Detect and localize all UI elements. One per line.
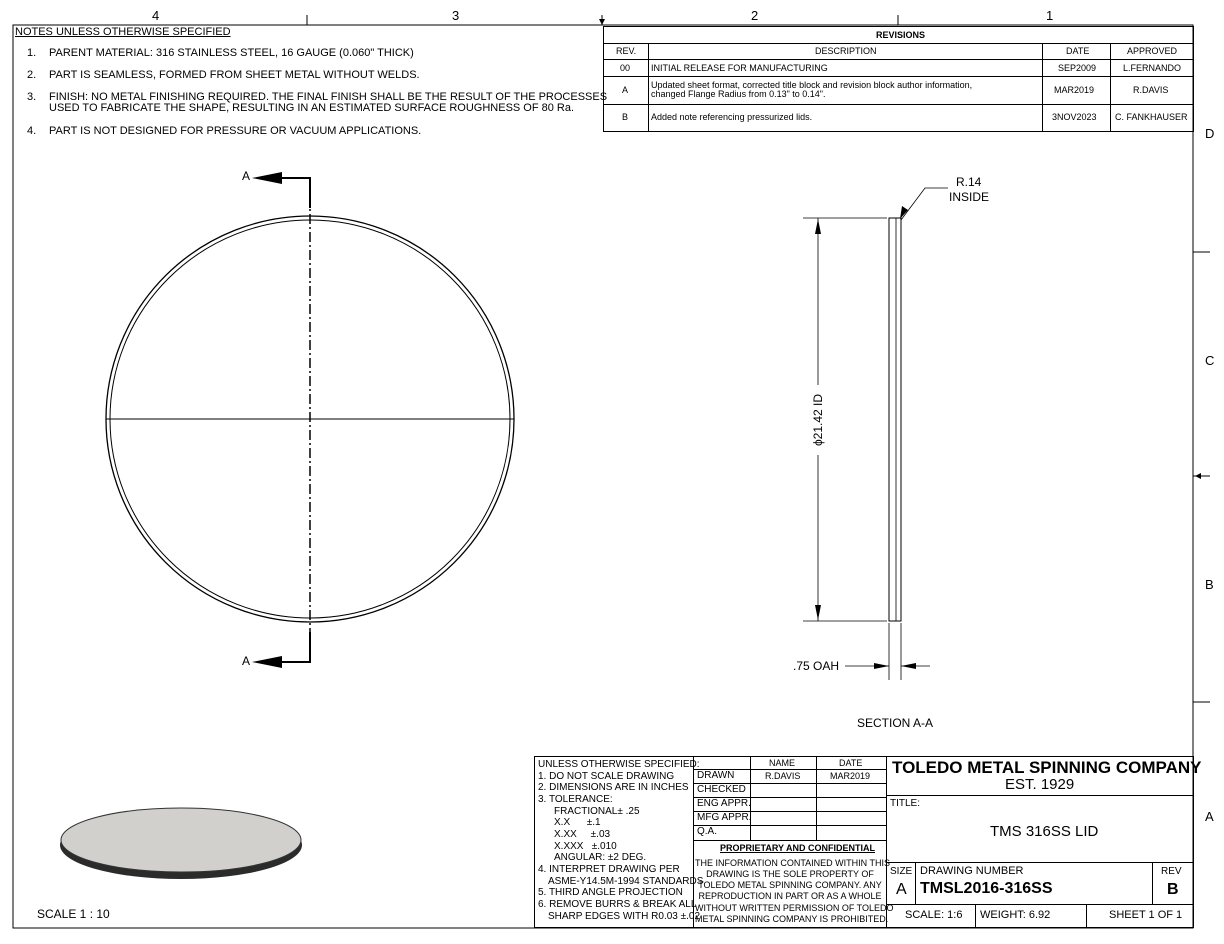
diameter-symbol: ϕ [811,439,825,447]
center-arrow-top [599,19,605,25]
iso-scale-label: SCALE 1 : 10 [37,907,110,921]
signoff-name: R.DAVIS [765,771,801,781]
radius-leader [901,188,948,220]
tolerance-line: ASME-Y14.5M-1994 STANDARDS [548,876,704,887]
title-label: TITLE: [890,798,921,809]
proprietary-line: TOLEDO METAL SPINNING COMPANY. ANY [698,880,882,890]
sheet-value: SHEET 1 OF 1 [1109,909,1183,921]
zone-label-4: 4 [152,8,160,23]
zone-label-d: D [1205,126,1215,141]
proprietary-line: THE INFORMATION CONTAINED WITHIN THIS [695,858,890,868]
radius-note: R.14 [956,175,982,189]
company-est: EST. 1929 [1005,776,1075,793]
zone-label-2: 2 [751,8,759,23]
approved-cell: R.DAVIS [1133,85,1169,95]
tolerance-line: 3. TOLERANCE: [538,794,613,805]
signoff-date: MAR2019 [830,771,871,781]
diameter-dimension-text [812,394,824,446]
tolerance-line: SHARP EDGES WITH R0.03 ±.02 [548,911,701,922]
date-cell: MAR2019 [1054,85,1095,95]
note-number: 1. [27,47,37,59]
approved-header: APPROVED [1127,46,1178,56]
proprietary-line: METAL SPINNING COMPANY IS PROHIBITED. [695,914,889,924]
diameter-value: 21.42 ID [811,393,825,440]
proprietary-line: DRAWING IS THE SOLE PROPERTY OF [706,869,874,879]
weight-value: WEIGHT: 6.92 [980,909,1051,921]
approved-cell: C. FANKHAUSER [1115,112,1188,122]
section-arrow-bottom [280,632,310,662]
rev-cell: 00 [620,63,631,73]
rev-cell: A [622,85,629,95]
section-label-top: A [242,169,251,183]
signoff-role: MFG APPR. [697,812,752,823]
tolerance-line: 2. DIMENSIONS ARE IN INCHES [538,782,689,793]
tolerance-line: UNLESS OTHERWISE SPECIFIED: [538,759,700,770]
diameter-arrow-bottom [815,605,821,620]
rev-cell: B [622,112,629,122]
note-text: PART IS SEAMLESS, FORMED FROM SHEET METAL WITHOUT WELDS. [49,69,420,81]
note-number: 4. [27,125,37,137]
scale-value: SCALE: 1:6 [905,909,963,921]
note-text: PART IS NOT DESIGNED FOR PRESSURE OR VACUUM APPLICATIONS. [49,125,422,137]
signoff-role: DRAWN [697,770,735,781]
note-text-cont: USED TO FABRICATE THE SHAPE, RESULTING IN AN ESTIMATED SURFACE ROUGHNESS OF 80 Ra. [49,102,575,114]
date-cell: SEP2009 [1058,63,1097,73]
tolerance-line: X.XX ±.03 [554,829,611,840]
size-label: SIZE [890,866,913,877]
description-cell: Updated sheet format, corrected title block and revision block author information, [651,80,973,90]
isometric-view [60,808,302,879]
company-name: TOLEDO METAL SPINNING COMPANY [892,758,1202,777]
section-label-bottom: A [242,654,251,668]
approved-cell: L.FERNANDO [1123,63,1182,73]
note-number: 2. [27,69,37,81]
tolerance-line: 1. DO NOT SCALE DRAWING [538,771,675,782]
tolerance-line: X.XXX ±.010 [554,841,617,852]
zone-label-c: C [1205,353,1215,368]
notes-title: NOTES UNLESS OTHERWISE SPECIFIED [15,26,231,38]
zone-label-3: 3 [452,8,460,23]
zone-label-a: A [1205,809,1214,824]
tolerance-line: ANGULAR: ±2 DEG. [554,852,647,863]
diameter-arrow-top [815,219,821,234]
description-header: DESCRIPTION [815,46,877,56]
center-arrow-right [1195,473,1201,479]
description-cell: INITIAL RELEASE FOR MANUFACTURING [651,63,828,73]
proprietary-line: WITHOUT WRITTEN PERMISSION OF TOLEDO [695,903,894,913]
drawing-number-label: DRAWING NUMBER [920,865,1024,877]
date-cell: 3NOV2023 [1052,112,1097,122]
date-header: DATE [1066,46,1090,56]
tolerance-line: FRACTIONAL± .25 [554,806,640,817]
radius-note-inside: INSIDE [949,190,990,204]
revisions-title: REVISIONS [876,30,926,40]
signoff-role: ENG APPR. [697,798,751,809]
signoff-date-header: DATE [839,758,863,768]
section-arrow-top [280,178,310,208]
zone-label-1: 1 [1046,8,1054,23]
note-text: PARENT MATERIAL: 316 STAINLESS STEEL, 16 GAUGE (0.060" THICK) [49,47,414,59]
rev-value: B [1167,881,1179,898]
sheet-size: A [896,881,907,898]
zone-label-b: B [1205,577,1214,592]
description-cell: Added note referencing pressurized lids. [651,112,813,122]
section-arrowhead-bottom [252,656,282,668]
section-arrowhead-top [252,172,282,184]
top-view [106,169,514,668]
section-title: SECTION A-A [857,716,934,730]
signoff-role: CHECKED [697,784,746,795]
drawing-title: TMS 316SS LID [990,823,1099,840]
proprietary-title: PROPRIETARY AND CONFIDENTIAL [720,843,876,853]
lid-section-profile [889,218,901,621]
proprietary-line: REPRODUCTION IN PART OR AS A WHOLE [698,891,882,901]
drawing-number: TMSL2016-316SS [920,880,1053,897]
lid-iso-face [61,808,301,872]
tolerance-line: X.X ±.1 [554,817,601,828]
rev-header: REV. [616,46,637,56]
tolerance-line: 5. THIRD ANGLE PROJECTION [538,887,683,898]
note-number: 3. [27,91,37,103]
rev-label: REV [1161,866,1182,877]
tolerance-line: 6. REMOVE BURRS & BREAK ALL [538,899,697,910]
note-text: FINISH: NO METAL FINISHING REQUIRED. THE FINAL FINISH SHALL BE THE RESULT OF THE PROCESSES [49,91,608,103]
signoff-name-header: NAME [769,758,796,768]
oah-dimension-text: .75 OAH [793,659,840,673]
signoff-role: Q.A. [697,826,718,837]
description-cell-cont: changed Flange Radius from 0.13" to 0.14". [651,89,826,99]
oah-arrow-left [874,663,889,669]
tolerance-line: 4. INTERPRET DRAWING PER [538,864,680,875]
oah-arrow-right [901,663,916,669]
